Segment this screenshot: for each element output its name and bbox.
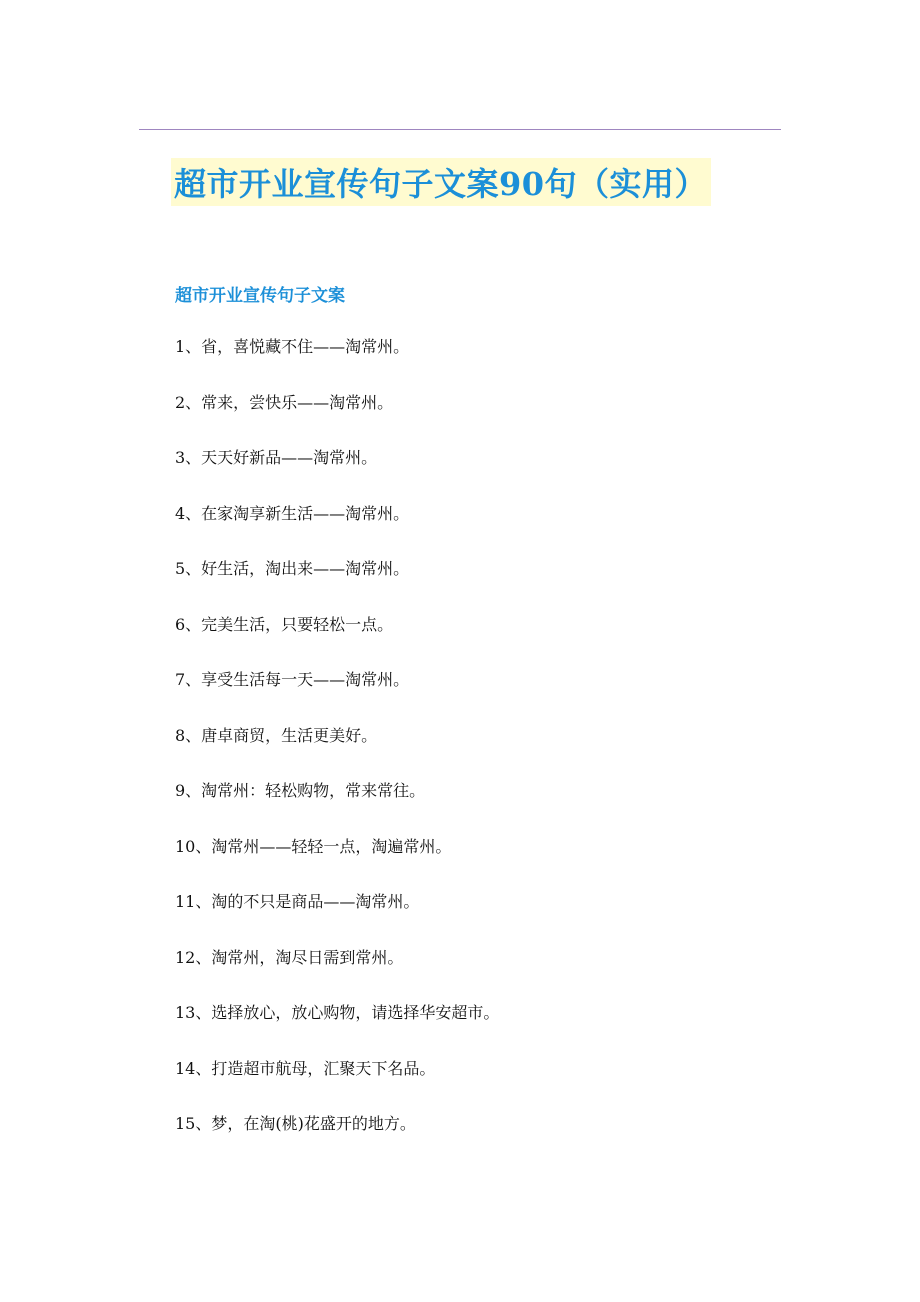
list-item: 9、淘常州：轻松购物，常来常往。 (175, 781, 426, 800)
list-item: 12、淘常州，淘尽日需到常州。 (175, 947, 404, 967)
list-item: 14、打造超市航母，汇聚天下名品。 (175, 1058, 436, 1078)
list-item: 7、享受生活每一天——淘常州。 (175, 670, 410, 689)
list-item: 10、淘常州——轻轻一点，淘遍常州。 (175, 836, 452, 856)
list-item: 8、唐卓商贸，生活更美好。 (175, 725, 378, 745)
document-title: 超市开业宣传句子文案90句（实用） (174, 165, 708, 203)
slogan-list (175, 333, 499, 1166)
list-item: 4、在家淘享新生活——淘常州。 (175, 503, 410, 523)
list-item: 11、淘的不只是商品——淘常州。 (175, 892, 420, 911)
list-item: 3、天天好新品——淘常州。 (175, 448, 378, 467)
section-heading: 超市开业宣传句子文案 (175, 286, 345, 306)
title-highlight (171, 158, 711, 206)
list-item: 6、完美生活，只要轻松一点。 (175, 614, 394, 634)
list-item: 5、好生活，淘出来——淘常州。 (175, 559, 410, 578)
list-item: 15、梦，在淘(桃)花盛开的地方。 (175, 1114, 416, 1133)
list-item: 2、常来，尝快乐——淘常州。 (175, 392, 394, 412)
list-item: 13、选择放心，放心购物，请选择华安超市。 (175, 1003, 500, 1022)
list-item: 1、省，喜悦藏不住——淘常州。 (175, 337, 410, 356)
header-rule (139, 129, 781, 130)
